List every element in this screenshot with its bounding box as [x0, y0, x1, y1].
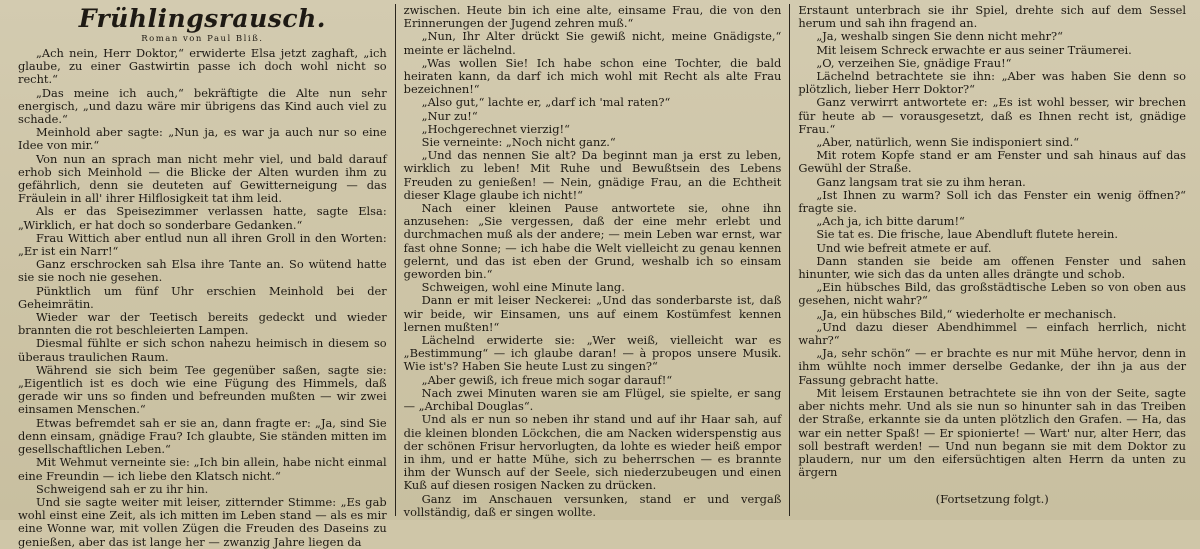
article-paragraph: Dann er mit leiser Neckerei: „Und das sonderbarste ist, daß wir beide, wir Einsamen, uns auf einem Kostümfest kennen lernen mußten!“ [403, 293, 782, 334]
article-paragraph: Nach zwei Minuten waren sie am Flügel, sie spielte, er sang — „Archibal Douglas“. [403, 385, 782, 414]
article-paragraph: Etwas befremdet sah er sie an, dann fragte er: „Ja, sind Sie denn einsam, gnädige Frau? Ich glaubte, Sie ständen mitten im gesellschaftlichen Leben.“ [18, 415, 387, 457]
article-paragraph: „Ach nein, Herr Doktor,“ erwiderte Elsa jetzt zaghaft, „ich glaube, zu einer Gastwirtin passe ich doch wohl nicht so recht.“ [18, 46, 387, 87]
article-paragraph: Nach einer kleinen Pause antwortete sie, ohne ihn anzusehen: „Sie vergessen, daß der eine mehr erlebt und durchmachen muß als der andere; — mein Leben war ernst, war fast ohne Sonne; — ich habe die Welt vielleicht zu genau kennen gelernt, und das ist eben der Grund, weshalb ich so einsam geworden bin.“ [403, 201, 782, 282]
article-paragraph: „Aber gewiß, ich freue mich sogar darauf!“ [421, 372, 673, 387]
article-paragraph: Und wie befreit atmete er auf. [816, 240, 992, 255]
article-paragraph: Lächelnd erwiderte sie: „Wer weiß, vielleicht war es „Bestimmung“ — ich glaube daran! — à propos unsere Musik. Wie ist's? Haben Sie heute Lust zu singen?“ [403, 333, 782, 374]
article-paragraph: „Also gut,“ lachte er, „darf ich 'mal raten?“ [421, 95, 671, 110]
article-paragraph: Frau Wittich aber entlud nun all ihren Groll in den Worten: „Er ist ein Narr!“ [18, 230, 387, 259]
article-paragraph: „Das meine ich auch,“ bekräftigte die Alte nun sehr energisch, „und dazu wäre mir übrigens das Kind auch viel zu schade.“ [18, 85, 387, 127]
article-paragraph: Ganz erschrocken sah Elsa ihre Tante an. So wütend hatte sie sie noch nie gesehen. [18, 257, 387, 285]
article-paragraph: „Ein hübsches Bild, das großstädtische Leben so von oben aus gesehen, nicht wahr?“ [798, 280, 1187, 308]
article-paragraph: „Was wollen Sie! Ich habe schon eine Tochter, die bald heiraten kann, da darf ich mich wohl mit Recht als alte Frau bezeichnen!“ [403, 55, 782, 97]
article-paragraph: Und als er nun so neben ihr stand und auf ihr Haar sah, auf die kleinen blonden Löckchen, die am Nacken widerspenstig aus der schönen Frisur hervorlugten, da lohte es wieder heiß empor in ihm, und er hatte Mühe, sich zu beherrschen — es brannte ihm der Wunsch auf der Seele, sich niederzubeugen und einen Kuß auf diesen rosigen Nacken zu drücken. [403, 412, 782, 493]
column-3-body [798, 4, 1186, 479]
article-paragraph: Lächelnd betrachtete sie ihn: „Aber was haben Sie denn so plötzlich, lieber Herr Doktor?“ [798, 69, 1187, 97]
article-paragraph: Sie verneinte: „Noch nicht ganz.“ [421, 135, 616, 150]
article-paragraph: Als er das Speisezimmer verlassen hatte, sagte Elsa: „Wirklich, er hat doch so sonderbare Gedanken.“ [18, 204, 387, 232]
article-paragraph: „Ach ja, ich bitte darum!“ [816, 214, 965, 229]
article-byline: Roman von Paul Bliß. [141, 34, 264, 44]
article-paragraph: Mit Wehmut verneinte sie: „Ich bin allein, habe nicht einmal eine Freundin — ich liebe den Klatsch nicht.“ [18, 455, 387, 483]
article-paragraph: Von nun an sprach man nicht mehr viel, und bald darauf erhob sich Meinhold — die Blicke der Alten wurden ihm zu gefährlich, denn sie deuteten auf Gewitterneigung — das Fräulein in all' ihrer Hilflosigkeit tat ihm leid. [18, 151, 387, 206]
article-paragraph: „Ja, ein hübsches Bild,“ wiederholte er mechanisch. [816, 306, 1117, 321]
article-paragraph: Pünktlich um fünf Uhr erschien Meinhold bei der Geheimrätin. [18, 283, 387, 311]
article-paragraph: Dann standen sie beide am offenen Fenster und sahen hinunter, wie sich das da unten alles drängte und schob. [798, 253, 1187, 282]
article-paragraph: „Nun, Ihr Alter drückt Sie gewiß nicht, meine Gnädigste,“ meinte er lächelnd. [403, 29, 782, 57]
article-paragraph: Schweigend sah er zu ihr hin. [36, 481, 209, 496]
article-paragraph: Wieder war der Teetisch bereits gedeckt und wieder brannten die rot beschleierten Lampen. [18, 310, 387, 338]
article-paragraph: Diesmal fühlte er sich schon nahezu heimisch in diesem so überaus traulichen Raum. [18, 336, 387, 364]
article-paragraph: „O, verzeihen Sie, gnädige Frau!“ [816, 55, 1012, 70]
article-paragraph: Während sie sich beim Tee gegenüber saßen, sagte sie: „Eigentlich ist es doch wie eine Fügung des Himmels, daß gerade wir uns so finden und befreunden mußten — wir zwei einsamen Menschen.“ [18, 362, 387, 417]
article-paragraph: Sie tat es. Die frische, laue Abendluft flutete herein. [816, 227, 1118, 242]
article-paragraph: Meinhold aber sagte: „Nun ja, es war ja auch nur so eine Idee von mir.“ [18, 125, 387, 153]
article-paragraph: Und sie sagte weiter mit leiser, zitternder Stimme: „Es gab wohl einst eine Zeit, als ich mitten im Leben stand — als es mir eine Wonne war, mit vollen Zügen die Freuden des Daseins zu genießen, aber das ist lange her — zwanzig Jahre liegen da [18, 494, 387, 549]
article-paragraph: zwischen. Heute bin ich eine alte, einsame Frau, die von den Erinnerungen der Jugend zehren muß.“ [403, 3, 782, 31]
column-2-body [404, 4, 782, 519]
article-paragraph: „Ja, weshalb singen Sie denn nicht mehr?“ [816, 29, 1063, 44]
continuation-note: (Fortsetzung folgt.) [935, 492, 1049, 507]
article-paragraph: „Hochgerechnet vierzig!“ [421, 121, 570, 136]
column-2 [395, 3, 790, 519]
article-paragraph: Schweigen, wohl eine Minute lang. [421, 280, 625, 295]
article-title: Frühlingsrausch. [78, 4, 326, 33]
article-paragraph: „Und dazu dieser Abendhimmel — einfach herrlich, nicht wahr?“ [798, 319, 1187, 348]
article-paragraph: Mit leisem Erstaunen betrachtete sie ihn von der Seite, sagte aber nichts mehr. Und als sie nun so hinunter sah in das Treiben der Straße, erkannte sie da unten plötzlich den Grafen. — Ha, das war ein netter Spaß! — Er spionierte! — Wart' nur, alter Herr, das soll bestraft werden! — Und nun begann sie mit dem Doktor zu plaudern, nur um den eifersüchtigen alten Herrn da unten zu ärgern [798, 385, 1187, 480]
column-1-body [18, 47, 387, 549]
column-1 [10, 4, 395, 549]
column-3 [789, 4, 1194, 516]
article-paragraph: Mit leisem Schreck erwachte er aus seiner Träumerei. [816, 42, 1132, 57]
article-paragraph: Erstaunt unterbrach sie ihr Spiel, drehte sich auf dem Sessel herum und sah ihn fragend an. [798, 3, 1187, 31]
article-paragraph: „Aber, natürlich, wenn Sie indisponiert sind.“ [816, 135, 1080, 150]
article-paragraph: Ganz im Anschauen versunken, stand er und vergaß vollständig, daß er singen wollte. [403, 491, 782, 519]
article-paragraph: „Ja, sehr schön“ — er brachte es nur mit Mühe hervor, denn in ihm wühlte noch immer derselbe Gedanke, der ihn ja aus der Fassung gebracht hatte. [798, 346, 1187, 387]
article-paragraph: Ganz langsam trat sie zu ihm heran. [816, 174, 1026, 189]
article-paragraph: „Nur zu!“ [421, 108, 478, 123]
article-paragraph: Ganz verwirrt antwortete er: „Es ist wohl besser, wir brechen für heute ab — vorausgesetzt, daß es Ihnen recht ist, gnädige Frau.“ [798, 95, 1187, 136]
article-paragraph: Mit rotem Kopfe stand er am Fenster und sah hinaus auf das Gewühl der Straße. [798, 148, 1187, 176]
article-paragraph: „Ist Ihnen zu warm? Soll ich das Fenster ein wenig öffnen?“ fragte sie. [798, 187, 1187, 216]
article-paragraph: „Und das nennen Sie alt? Da beginnt man ja erst zu leben, wirklich zu leben! Mit Ruhe und Bewußtsein des Lebens Freuden zu genießen! — Nein, gnädige Frau, an die Echtheit dieser Klage glaube ich nicht!“ [403, 148, 782, 202]
